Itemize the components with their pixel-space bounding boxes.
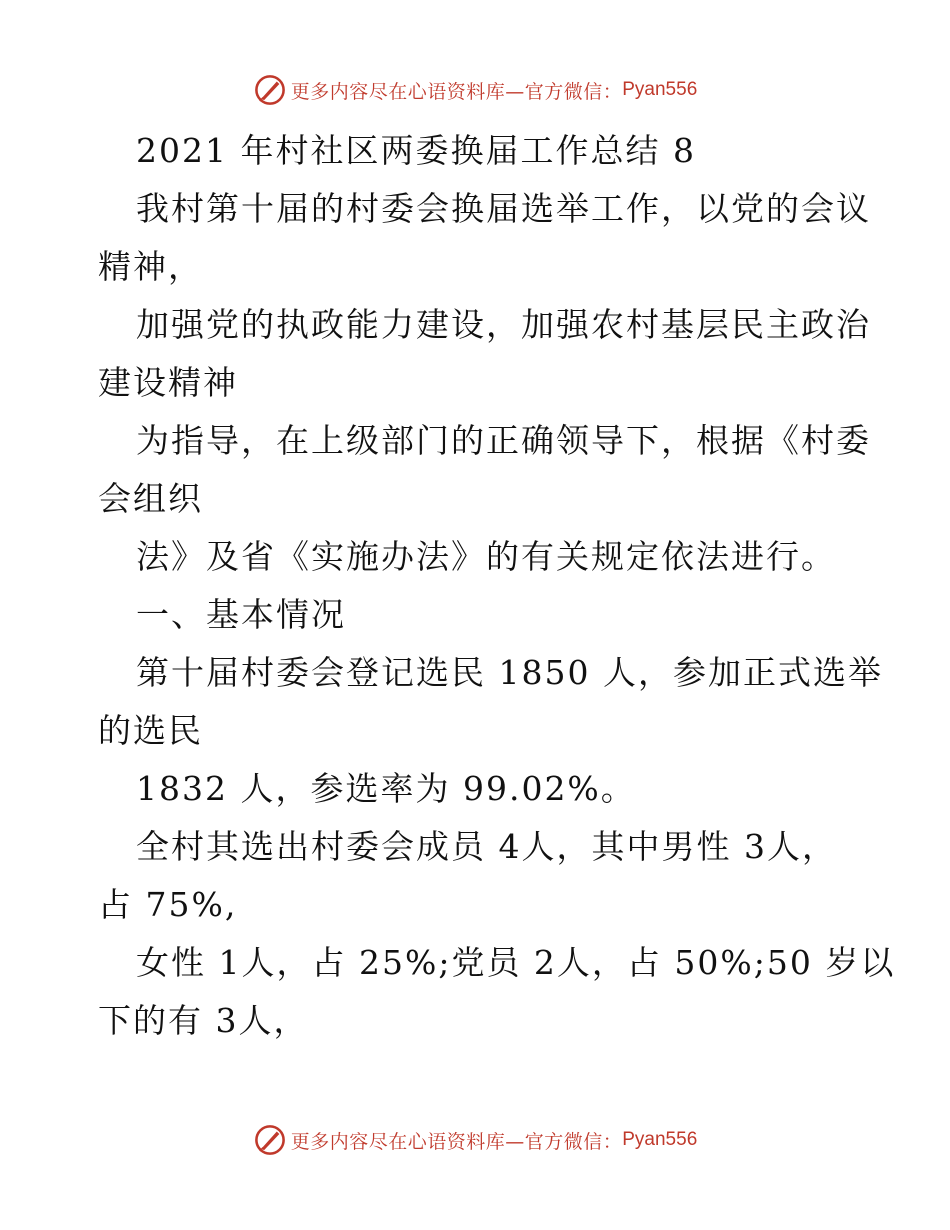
document-body [98, 122, 896, 1050]
paragraph-line: 女性 1人，占 25%;党员 2人，占 50%;50 岁以 [136, 943, 896, 982]
paragraph-line: 的选民 [98, 711, 203, 750]
quill-logo-icon [253, 73, 287, 107]
paragraph-line: 下的有 3人， [98, 1001, 309, 1040]
paragraph-line: 建设精神 [98, 363, 238, 402]
paragraph-line: 加强党的执政能力建设，加强农村基层民主政治 [136, 305, 871, 344]
paragraph-line: 会组织 [98, 479, 203, 518]
paragraph-line: 为指导，在上级部门的正确领导下，根据《村委 [136, 421, 871, 460]
watermark-text: 更多内容尽在心语资料库—官方微信： [290, 80, 623, 103]
paragraph-line: 占 75%, [98, 885, 238, 924]
paragraph-line: 1832 人，参选率为 99.02%。 [136, 769, 636, 808]
paragraph-line: 全村其选出村委会成员 4人，其中男性 3人， [136, 827, 837, 866]
paragraph-line: 精神， [98, 247, 203, 286]
watermark-text: 更多内容尽在心语资料库—官方微信： [290, 1130, 623, 1153]
watermark-account: Pyan556 [622, 1129, 698, 1150]
watermark-account: Pyan556 [622, 79, 698, 100]
paragraph-line: 我村第十届的村委会换届选举工作，以党的会议 [136, 189, 871, 228]
section-heading: 一、基本情况 [136, 595, 346, 634]
paragraph-line: 第十届村委会登记选民 1850 人，参加正式选举 [136, 653, 883, 692]
quill-logo-icon [253, 1123, 287, 1157]
document-title: 2021 年村社区两委换届工作总结 8 [136, 131, 696, 170]
header-watermark [0, 70, 950, 110]
footer-watermark [0, 1120, 950, 1160]
paragraph-line: 法》及省《实施办法》的有关规定依法进行。 [136, 537, 836, 576]
